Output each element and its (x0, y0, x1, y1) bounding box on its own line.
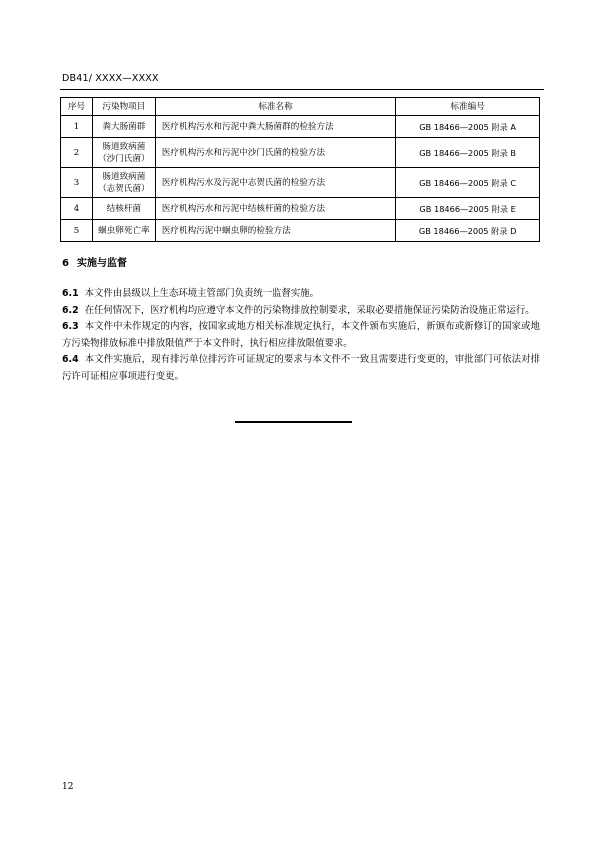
clause-text: 本文件实施后，现有排污单位排污许可证规定的要求与本文件不一致且需要进行变更的，审批部门可依法对排污许可证相应事项进行变更。 (62, 354, 540, 382)
clause-number: 6.1 (62, 288, 79, 299)
clause (62, 352, 540, 385)
cell-item (92, 168, 155, 198)
clause-text: 本文件中未作规定的内容，按国家或地方相关标准规定执行，本文件颁布实施后，新颁布或新修订的国家或地方污染物排放标准中排放限值严于本文件时，执行相应排放限值要求。 (62, 321, 540, 349)
clause-text: 在任何情况下，医疗机构均应遵守本文件的污染物排放控制要求，采取必要措施保证污染防治设施正常运行。 (84, 304, 535, 316)
cell-item (92, 220, 155, 242)
section-number: 6 (62, 258, 69, 269)
clause-text: 本文件由县级以上生态环境主管部门负责统一监督实施。 (84, 288, 319, 299)
cell-no: 5 (61, 220, 93, 242)
cell-item (92, 116, 155, 138)
standards-table (60, 97, 540, 242)
item-line: （志贺氏菌） (98, 183, 150, 194)
clause (62, 286, 540, 303)
cell-code: GB 18466—2005 附录 D (396, 220, 540, 242)
cell-code: GB 18466—2005 附录 B (396, 138, 540, 168)
item-line: 粪大肠菌群 (102, 121, 146, 132)
column-header-code: 标准编号 (396, 98, 540, 116)
document-code: DB41/ XXXX—XXXX (62, 73, 159, 84)
cell-code: GB 18466—2005 附录 A (396, 116, 540, 138)
column-header-no: 序号 (61, 98, 93, 116)
clause-number: 6.2 (62, 304, 79, 316)
cell-item (92, 138, 155, 168)
cell-name: 医疗机构污泥中蛔虫卵的检验方法 (155, 220, 395, 242)
table-row (61, 220, 540, 242)
cell-code: GB 18466—2005 附录 C (396, 168, 540, 198)
clause-number: 6.4 (62, 354, 79, 365)
clause (62, 319, 540, 352)
item-line: （沙门氏菌） (98, 153, 150, 164)
cell-name: 医疗机构污水及污泥中志贺氏菌的检验方法 (155, 168, 395, 198)
table-row (61, 198, 540, 220)
clause-list (62, 286, 540, 385)
cell-code: GB 18466—2005 附录 E (396, 198, 540, 220)
section-title-text: 实施与监督 (76, 258, 127, 269)
cell-name: 医疗机构污水和污泥中沙门氏菌的检验方法 (155, 138, 395, 168)
cell-no: 1 (61, 116, 93, 138)
table-row (61, 138, 540, 168)
column-header-item: 污染物项目 (92, 98, 155, 116)
clause (62, 303, 540, 320)
cell-name: 医疗机构污水和污泥中结核杆菌的检验方法 (155, 198, 395, 220)
cell-no: 4 (61, 198, 93, 220)
column-header-name: 标准名称 (155, 98, 395, 116)
item-line: 蛔虫卵死亡率 (98, 225, 150, 236)
end-of-document-rule (235, 421, 352, 423)
cell-item (92, 198, 155, 220)
item-line: 肠道致病菌 (102, 171, 146, 182)
cell-name: 医疗机构污水和污泥中粪大肠菌群的检验方法 (155, 116, 395, 138)
item-line: 肠道致病菌 (102, 141, 146, 152)
table-row (61, 168, 540, 198)
header-rule (60, 89, 544, 90)
cell-no: 3 (61, 168, 93, 198)
table-row (61, 116, 540, 138)
item-line: 结核杆菌 (106, 203, 142, 214)
table-header-row (61, 98, 540, 116)
cell-no: 2 (61, 138, 93, 168)
page-number: 12 (62, 782, 74, 792)
section-heading (62, 254, 127, 269)
clause-number: 6.3 (62, 321, 79, 332)
